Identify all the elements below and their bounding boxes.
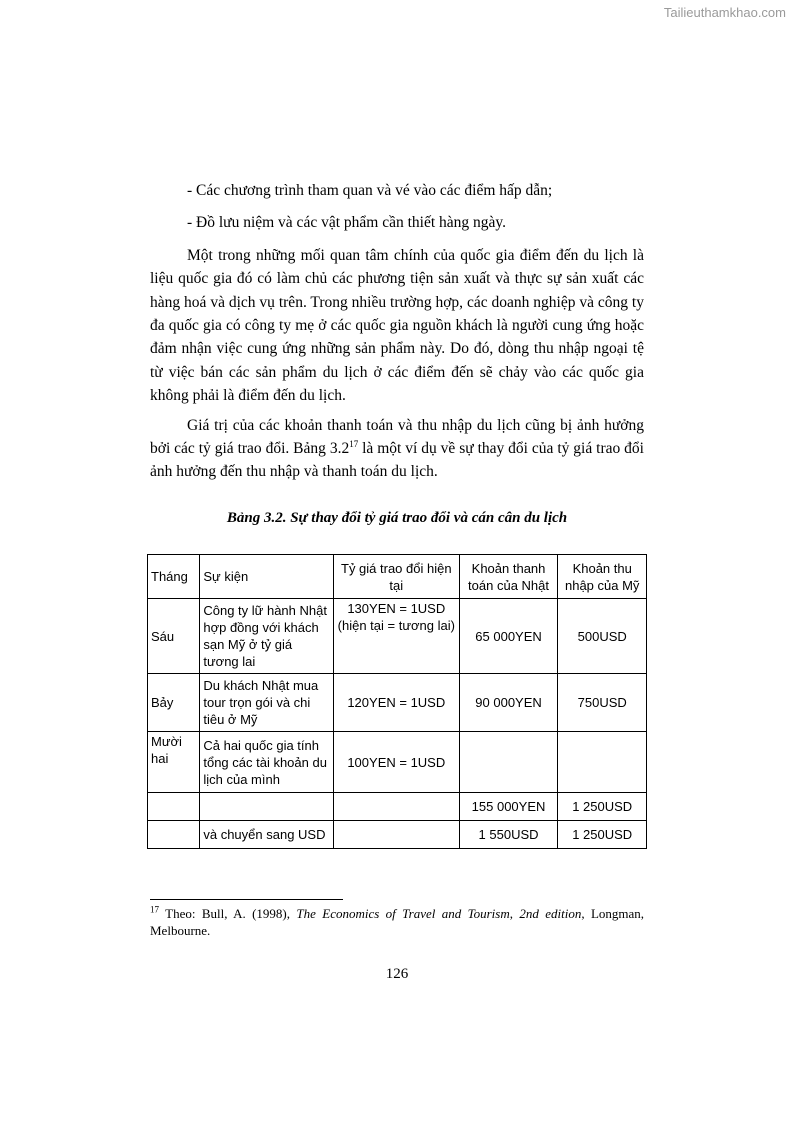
paragraph-text: Giá trị của các khoản thanh toán và thu nhập du lịch cũng bị ảnh hưởng bởi các tỷ giá trao đổi. Bảng 3.2 (150, 416, 644, 458)
header-cell: Tỷ giá trao đổi hiện tại (333, 555, 459, 599)
header-cell: Sự kiện (200, 555, 334, 599)
footnote-edition: 2nd edition (519, 906, 582, 921)
header-cell: Tháng (148, 555, 200, 599)
header-cell: Khoản thanh toán của Nhật (459, 555, 558, 599)
footnote-text: , Longman, Melbourne. (150, 906, 645, 938)
table-cell: Cả hai quốc gia tính tổng các tài khoản du lịch của mình (200, 732, 334, 793)
table-cell: 155 000YEN (459, 793, 558, 821)
table-cell: Công ty lữ hành Nhật hợp đồng với khách sạn Mỹ ở tỷ giá tương lai (200, 599, 334, 674)
table-cell: 120YEN = 1USD (333, 674, 459, 732)
table-cell: 500USD (558, 599, 647, 674)
header-cell: Khoản thu nhập của Mỹ (558, 555, 647, 599)
bullet-item: - Đồ lưu niệm và các vật phẩm cần thiết hàng ngày. (187, 214, 507, 232)
table-header-row (148, 555, 647, 599)
table-cell (333, 793, 459, 821)
table-cell (148, 821, 200, 849)
table-cell (333, 821, 459, 849)
table-cell: 100YEN = 1USD (333, 732, 459, 793)
footnote-number: 17 (150, 904, 159, 915)
table-row (148, 821, 647, 849)
table-cell: Bảy (148, 674, 200, 732)
footnote-book-title: The Economics of Travel and Tourism (296, 906, 510, 921)
table-row (148, 793, 647, 821)
table-cell (200, 793, 334, 821)
table-row (148, 674, 647, 732)
table-row (148, 732, 647, 793)
paragraph: Một trong những mối quan tâm chính của quốc gia điểm đến du lịch là liệu quốc gia đó có làm chủ các phương tiện sản xuất và thực sự sản xuất các hàng hoá và dịch vụ trên. Trong nhiều trường hợp, các doanh nghiệp và công ty đa quốc gia có công ty mẹ ở các quốc gia nguồn khách là người cung ứng hoặc đảm nhận việc cung ứng những sản phẩm này. Do đó, dòng thu nhập ngoại tệ từ việc bán các sản phẩm du lịch ở các điểm đến sẽ chảy vào các quốc gia không phải là điểm đến du lịch. (150, 246, 644, 405)
table-cell: 750USD (558, 674, 647, 732)
paragraph-text: là một ví dụ về sự thay đổi của tỷ giá trao đổi ảnh hưởng đến thu nhập và thanh toán du lịch. (150, 440, 644, 481)
table-cell: 1 250USD (558, 821, 647, 849)
exchange-rate-table (147, 554, 647, 849)
bullet-item: - Các chương trình tham quan và vé vào các điểm hấp dẫn; (187, 182, 553, 199)
footnote-text: , (509, 906, 520, 921)
table-cell: Du khách Nhật mua tour trọn gói và chi tiêu ở Mỹ (200, 674, 334, 732)
table-cell: Sáu (148, 599, 200, 674)
footnote-text: Theo: Bull, A. (1998), (159, 906, 297, 921)
table-caption: Bảng 3.2. Sự thay đổi tỷ giá trao đổi và cán cân du lịch (226, 510, 568, 526)
body-text (150, 179, 644, 484)
footnote (150, 905, 644, 939)
page-number: 126 (385, 966, 409, 982)
watermark: Tailieuthamkhao.com (663, 5, 786, 20)
table-cell (148, 793, 200, 821)
footnote-ref: 17 (349, 438, 359, 449)
paragraph (150, 414, 644, 484)
footnote-divider (150, 899, 343, 900)
table-row (148, 599, 647, 674)
table-cell (558, 732, 647, 793)
table-cell: Mười hai (148, 732, 200, 793)
table-cell: 1 250USD (558, 793, 647, 821)
table-cell (459, 732, 558, 793)
table-cell: 65 000YEN (459, 599, 558, 674)
table-cell: 90 000YEN (459, 674, 558, 732)
table-cell: 1 550USD (459, 821, 558, 849)
table-cell: và chuyển sang USD (200, 821, 334, 849)
table-cell: 130YEN = 1USD (hiện tại = tương lai) (333, 599, 459, 674)
